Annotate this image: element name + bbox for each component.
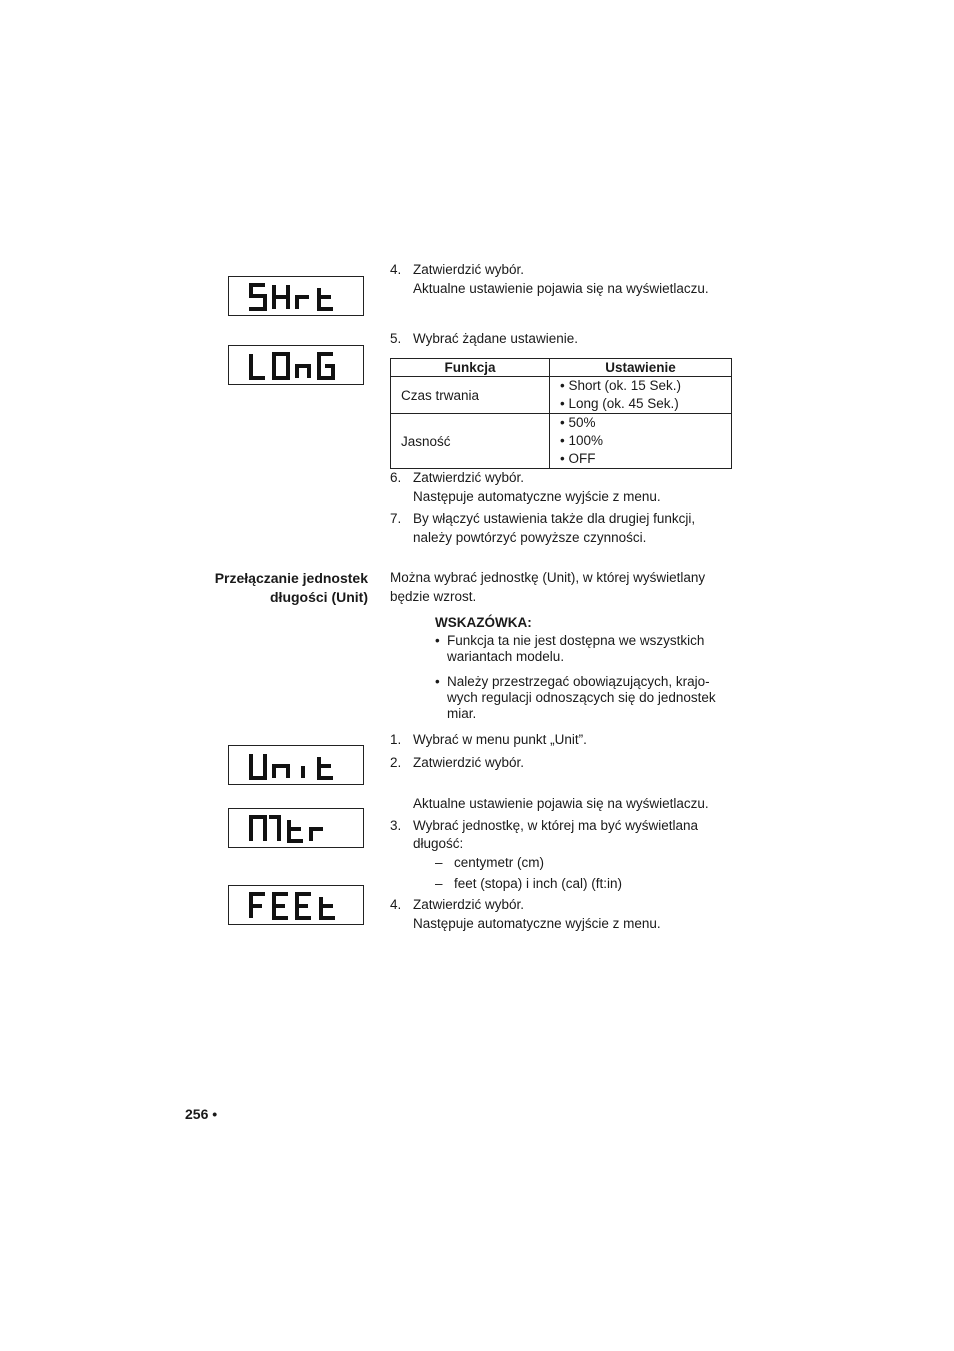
lcd-display-long (228, 345, 364, 385)
section-heading (160, 569, 368, 607)
table-cell-function: Jasność (391, 414, 550, 469)
step-number: 5. (390, 331, 402, 346)
table-cell-settings (550, 414, 732, 469)
setting-option: • Short (ok. 15 Sek.) (560, 378, 682, 393)
step-text: Wybrać w menu punkt „Unit”. (413, 732, 587, 747)
step-number: 7. (390, 511, 402, 526)
intro-line: będzie wzrost. (390, 589, 477, 604)
setting-option: • Long (ok. 45 Sek.) (560, 396, 679, 411)
unit-option-text: feet (stopa) i inch (cal) (ft:in) (454, 876, 623, 891)
step-text: Aktualne ustawienie pojawia się na wyświetlaczu. (413, 796, 709, 811)
step-text: Zatwierdzić wybór. (413, 897, 525, 912)
table-header-setting: Ustawienie (550, 359, 732, 377)
table-header-function: Funkcja (391, 359, 550, 377)
step-text: By włączyć ustawienia także dla drugiej funkcji, (413, 511, 696, 526)
step-text: Aktualne ustawienie pojawia się na wyświetlaczu. (413, 281, 709, 296)
step-text: długość: (413, 836, 464, 851)
step-text: Następuje automatyczne wyjście z menu. (413, 489, 661, 504)
step-text: Następuje automatyczne wyjście z menu. (413, 916, 661, 931)
setting-option: • 50% (560, 415, 596, 430)
step-text: Zatwierdzić wybór. (413, 262, 525, 277)
unit-option (435, 854, 545, 872)
lcd-display-feet (228, 885, 364, 925)
section-heading-line: długości (Unit) (270, 589, 368, 605)
dash-icon: – (435, 876, 443, 891)
seven-segment-icon (245, 282, 345, 312)
table-row (391, 414, 732, 469)
step-text: Wybrać jednostkę, w której ma być wyświetlana (413, 818, 698, 833)
unit-option (435, 875, 623, 893)
section-heading-line: Przełączanie jednostek (214, 570, 368, 586)
table-cell-function: Czas trwania (391, 377, 550, 414)
step-text: Zatwierdzić wybór. (413, 470, 525, 485)
note-bullet-text: Funkcja ta nie jest dostępna we wszystkich wariantach modelu. (447, 633, 705, 664)
section-intro (390, 569, 705, 606)
setting-option: • 100% (560, 433, 604, 448)
step-text: Zatwierdzić wybór. (413, 755, 525, 770)
seven-segment-icon (245, 351, 345, 381)
intro-line: Można wybrać jednostkę (Unit), w której wyświetlany (390, 570, 706, 585)
step-text: Wybrać żądane ustawienie. (413, 331, 578, 346)
setting-option: • OFF (560, 451, 596, 466)
step-number: 3. (390, 818, 402, 833)
step-number: 2. (390, 755, 402, 770)
table-row (391, 377, 732, 414)
note-bullet-text: Należy przestrzegać obowiązujących, krajo-wych regulacji odnoszących się do jednostek miar. (447, 674, 716, 721)
lcd-display-unit (228, 745, 364, 785)
seven-segment-icon (245, 891, 345, 921)
lcd-display-mtr (228, 808, 364, 848)
step-number: 6. (390, 470, 402, 485)
step-text: należy powtórzyć powyższe czynności. (413, 530, 647, 545)
bullet-icon: • (435, 674, 440, 689)
dash-icon: – (435, 855, 443, 870)
step-number: 4. (390, 262, 402, 277)
table-cell-settings (550, 377, 732, 414)
seven-segment-icon (245, 814, 345, 844)
page-number: 256 • (185, 1106, 218, 1122)
note-title: WSKAZÓWKA: (435, 615, 532, 630)
bullet-icon: • (435, 633, 440, 648)
step-number: 4. (390, 897, 402, 912)
settings-table (390, 358, 732, 469)
step-number: 1. (390, 732, 402, 747)
seven-segment-icon (245, 751, 345, 781)
unit-option-text: centymetr (cm) (454, 855, 545, 870)
lcd-display-shrt (228, 276, 364, 316)
